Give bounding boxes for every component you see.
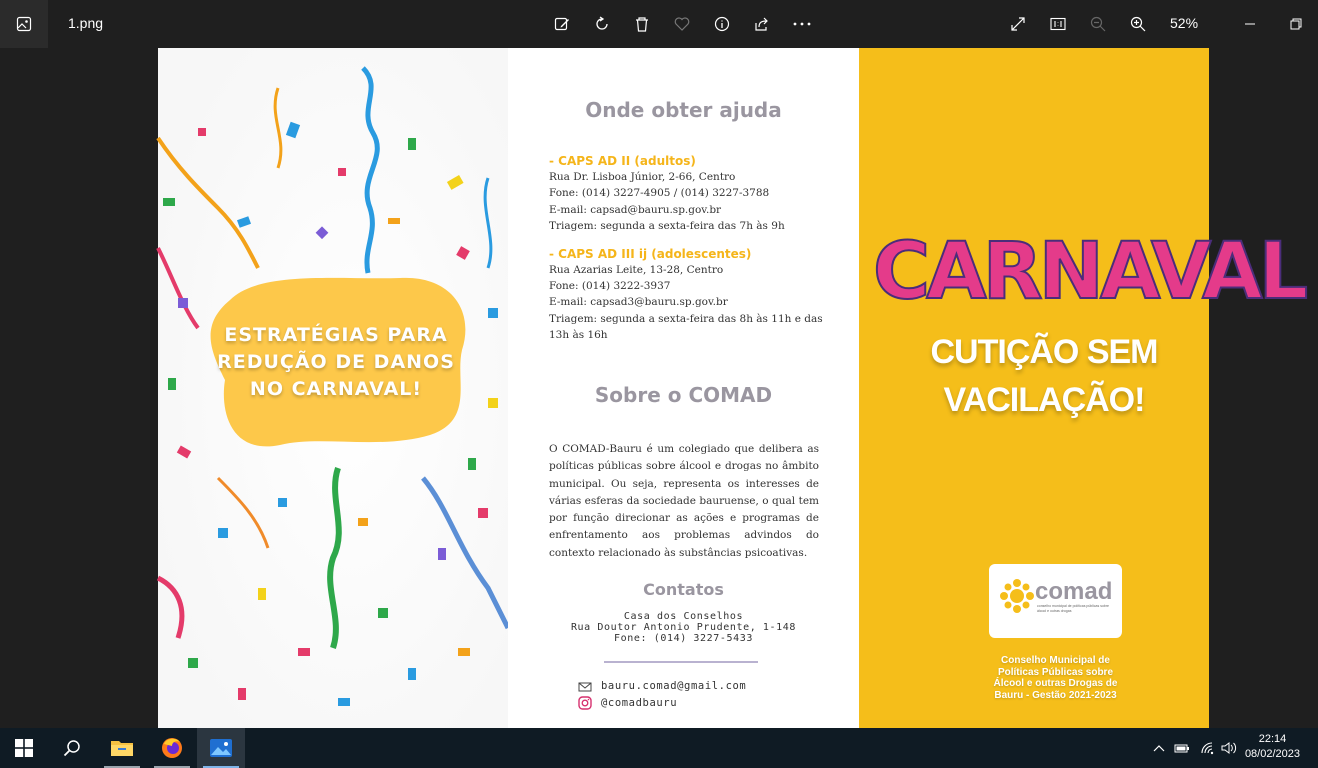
title-bar <box>0 0 1318 48</box>
headline-line: NO CARNAVAL! <box>249 378 423 400</box>
info-icon[interactable] <box>710 12 734 36</box>
restore-icon[interactable] <box>1284 12 1308 36</box>
caps-adult-line: E-mail: capsad@bauru.sp.gov.br <box>549 204 722 216</box>
photos-taskbar-button[interactable] <box>197 728 245 768</box>
caps-teen-line: Triagem: segunda a sexta-feira das 8h às 11h e das <box>549 313 823 325</box>
help-title: Onde obter ajuda <box>585 98 782 122</box>
volume-icon[interactable] <box>1222 740 1238 756</box>
share-icon[interactable] <box>750 12 774 36</box>
search-button[interactable] <box>48 728 96 768</box>
more-options-icon[interactable] <box>790 12 814 36</box>
favorite-heart-icon[interactable] <box>670 12 694 36</box>
zoom-level: 52% <box>1170 15 1199 31</box>
start-button[interactable] <box>0 728 48 768</box>
instagram-text: @comadbauru <box>601 697 678 709</box>
right-panel <box>859 48 1305 728</box>
brochure-image <box>158 48 1305 728</box>
clock-time: 22:14 <box>1258 733 1287 745</box>
about-text: O COMAD-Bauru é um colegiado que delibera as políticas públicas sobre álcool e drogas no âmbito municipal. Ou seja, representa os interesses de várias esferas da sociedade bauruense, o qual tem por função direcionar as ações e programas de enfrentamento aos problemas advindos do contexto relacionado às substâncias psicoativas. <box>549 443 819 559</box>
caps-teen-title: - CAPS AD III ij (adolescentes) <box>549 247 752 261</box>
clock-date: 08/02/2023 <box>1244 748 1300 760</box>
folder-icon <box>110 738 134 758</box>
edit-image-icon[interactable] <box>550 12 574 36</box>
headline-text <box>206 322 466 403</box>
firefox-icon <box>160 736 184 760</box>
wifi-icon[interactable] <box>1200 740 1216 756</box>
headline-line: REDUÇÃO DE DANOS <box>217 351 455 373</box>
file-name: 1.png <box>68 15 104 31</box>
council-line: Bauru - Gestão 2021-2023 <box>994 689 1117 701</box>
slogan-line: CUTIÇÃO SEM <box>930 333 1158 371</box>
caps-adult-line: Rua Dr. Lisboa Júnior, 2-66, Centro <box>549 171 736 183</box>
middle-panel <box>508 48 859 728</box>
firefox-button[interactable] <box>148 728 196 768</box>
caps-teen-line: Fone: (014) 3222-3937 <box>549 280 671 292</box>
chevron-up-icon[interactable] <box>1151 740 1167 756</box>
file-explorer-button[interactable] <box>98 728 146 768</box>
actual-size-icon[interactable] <box>1046 12 1070 36</box>
search-icon <box>63 739 81 757</box>
caps-teen-line: E-mail: capsad3@bauru.sp.gov.br <box>549 296 728 308</box>
headline-line: ESTRATÉGIAS PARA <box>224 324 448 346</box>
battery-icon[interactable] <box>1174 740 1190 756</box>
email-text: bauru.comad@gmail.com <box>601 680 747 692</box>
council-line: Conselho Municipal de <box>1001 655 1110 666</box>
caps-teen-line: Rua Azarias Leite, 13-28, Centro <box>549 264 724 276</box>
system-clock[interactable] <box>1245 732 1300 762</box>
carnaval-logo <box>873 198 1305 318</box>
contact-line: Rua Doutor Antonio Prudente, 1-148 <box>570 622 797 633</box>
caps-adult-line: Fone: (014) 3227-4905 / (014) 3227-3788 <box>549 187 770 199</box>
full-screen-icon[interactable] <box>1006 12 1030 36</box>
comad-logo-card <box>989 564 1122 638</box>
council-text <box>979 655 1132 701</box>
comad-logo-text: comad <box>1035 578 1113 605</box>
delete-icon[interactable] <box>630 12 654 36</box>
carnaval-word: CARNAVAL <box>873 227 1305 317</box>
image-viewer[interactable] <box>0 48 1318 728</box>
comad-logo-subtitle: conselho municipal de políticas públicas sobre álcool e outras drogas <box>1037 604 1109 613</box>
left-panel <box>158 48 508 728</box>
rotate-icon[interactable] <box>590 12 614 36</box>
email-icon <box>578 680 592 694</box>
windows-icon <box>15 739 33 757</box>
contact-line: Casa dos Conselhos <box>623 611 744 622</box>
minimize-icon[interactable] <box>1238 12 1262 36</box>
sun-flower-icon <box>999 578 1035 614</box>
about-title: Sobre o COMAD <box>594 383 773 407</box>
contact-line: Fone: (014) 3227-5433 <box>613 633 754 644</box>
zoom-out-icon[interactable] <box>1086 12 1110 36</box>
zoom-in-icon[interactable] <box>1126 12 1150 36</box>
slogan-line: VACILAÇÃO! <box>943 381 1145 419</box>
contacts-title: Contatos <box>643 580 724 599</box>
caps-adult-title: - CAPS AD II (adultos) <box>549 154 696 168</box>
instagram-icon <box>578 696 592 710</box>
slogan <box>859 328 1229 424</box>
caps-teen-line: 13h às 16h <box>549 329 608 341</box>
council-line: Álcool e outras Drogas de <box>993 678 1118 689</box>
taskbar <box>0 728 1318 768</box>
photos-app-icon[interactable] <box>0 0 48 48</box>
council-line: Políticas Públicas sobre <box>997 666 1114 678</box>
caps-adult-line: Triagem: segunda a sexta-feira das 7h às 9h <box>549 220 785 232</box>
photos-icon <box>209 738 233 758</box>
contacts-divider <box>604 661 758 663</box>
